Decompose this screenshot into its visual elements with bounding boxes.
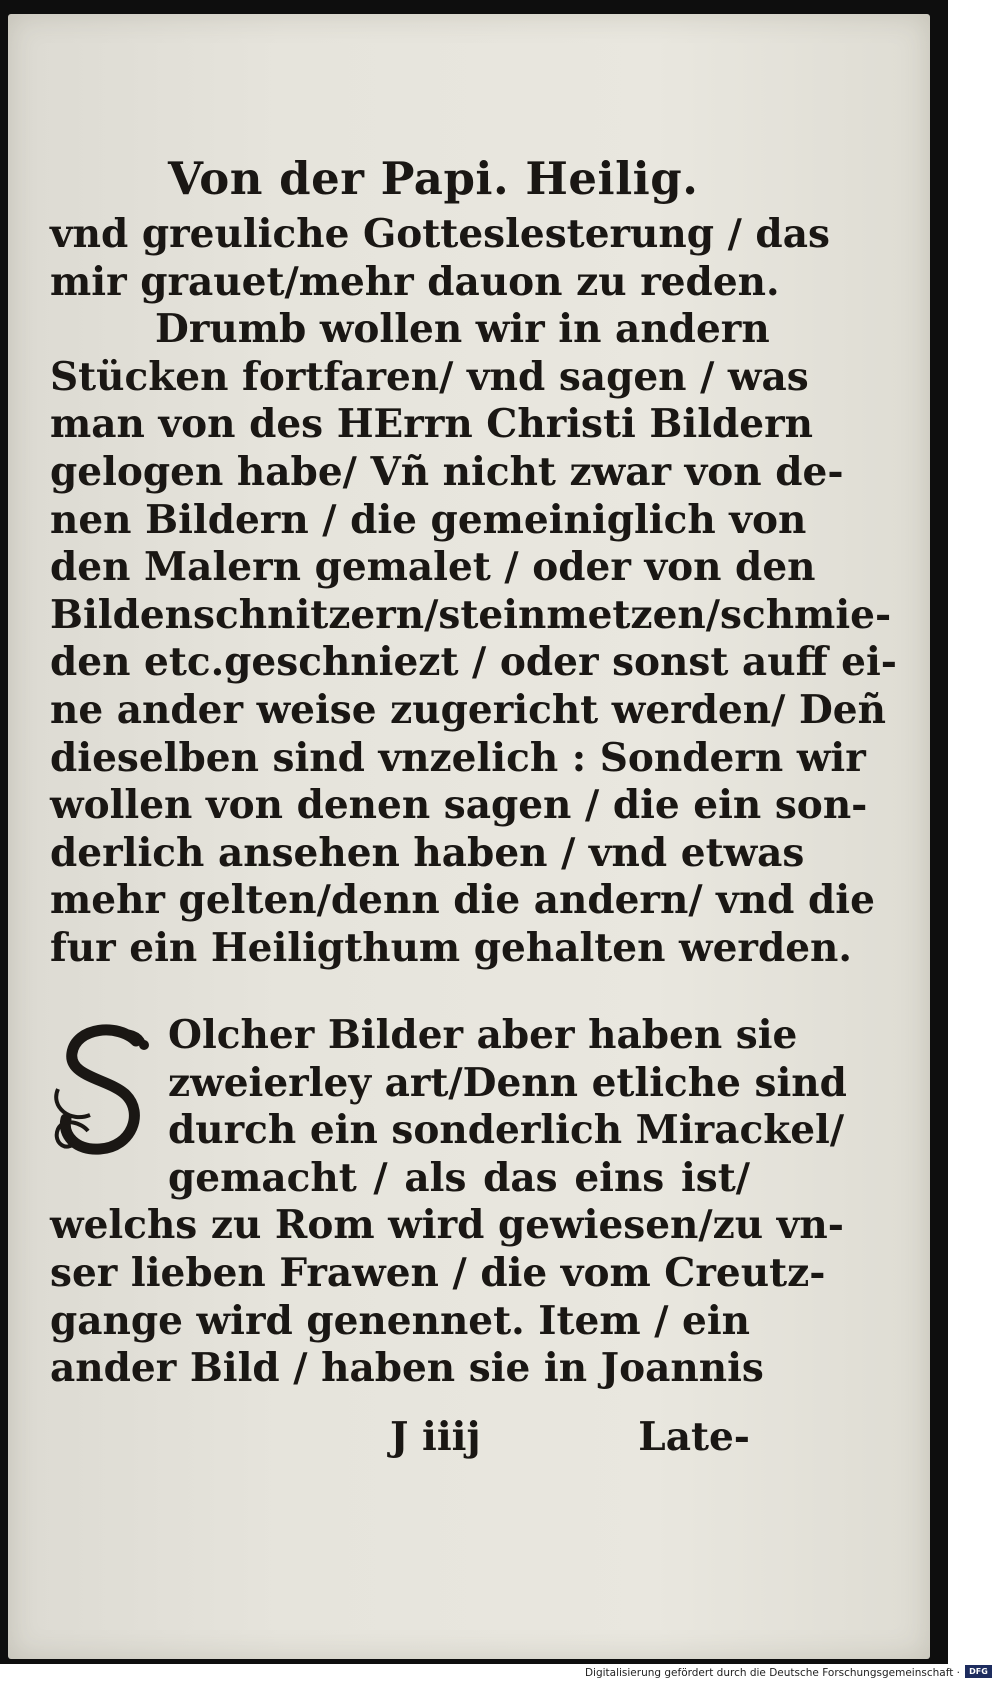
text-line: welchs zu Rom wird gewiesen/zu vn- (50, 1202, 844, 1249)
text-line: wollen von denen sagen / die ein son- (50, 782, 868, 829)
running-head: Von der Papi. Heilig. (168, 152, 699, 205)
text-line: gelogen habe/ Vñ nicht zwar von de- (50, 448, 844, 495)
text-line: fur ein Heiligthum gehalten werden. (50, 924, 852, 971)
text-block-lower (50, 1012, 847, 1393)
page-footer (50, 1414, 750, 1464)
text-line: mehr gelten/denn die andern/ vnd die (50, 877, 875, 924)
text-line: mir grauet/mehr dauon zu reden. (50, 258, 780, 305)
dfg-logo: DFG (965, 1665, 992, 1678)
funding-credit: Digitalisierung gefördert durch die Deutsche Forschungsgemeinschaft · (584, 1667, 960, 1679)
text-line: ne ander weise zugericht werden/ Deñ (50, 686, 886, 733)
signature-mark: J iiij (390, 1414, 481, 1460)
text-line: man von des HErrn Christi Bildern (50, 401, 813, 448)
book-page (8, 14, 930, 1659)
text-line: ander Bild / haben sie in Joannis (50, 1345, 764, 1392)
text-line: dieselben sind vnzelich : Sondern wir (50, 734, 866, 781)
initial-letter: S (120, 1043, 121, 1044)
text-line: Stücken fortfaren/ vnd sagen / was (50, 353, 809, 400)
text-line: den Malern gemalet / oder von den (50, 544, 816, 591)
text-line: vnd greuliche Gotteslesterung / das (50, 211, 830, 257)
text-line: nen Bildern / die gemeiniglich von (50, 496, 807, 543)
text-line: Bildenschnitzern/steinmetzen/schmie- (50, 591, 892, 638)
text-line: ser lieben Frawen / die vom Creutz- (50, 1249, 826, 1296)
text-line: den etc.geschniezt / oder sonst auff ei- (50, 639, 897, 686)
text-block-upper (50, 211, 897, 973)
text-line: gemacht / als das eins ist/ (168, 1154, 750, 1201)
text-line: derlich ansehen haben / vnd etwas (50, 829, 805, 876)
text-line: zweierley art/Denn etliche sind (168, 1059, 847, 1106)
text-line: gange wird genennet. Item / ein (50, 1297, 751, 1344)
text-line: Drumb wollen wir in andern (155, 306, 770, 353)
catchword: Late- (638, 1414, 750, 1460)
text-line: Olcher Bilder aber haben sie (168, 1012, 798, 1058)
text-line: durch ein sonderlich Mirackel/ (168, 1107, 845, 1154)
